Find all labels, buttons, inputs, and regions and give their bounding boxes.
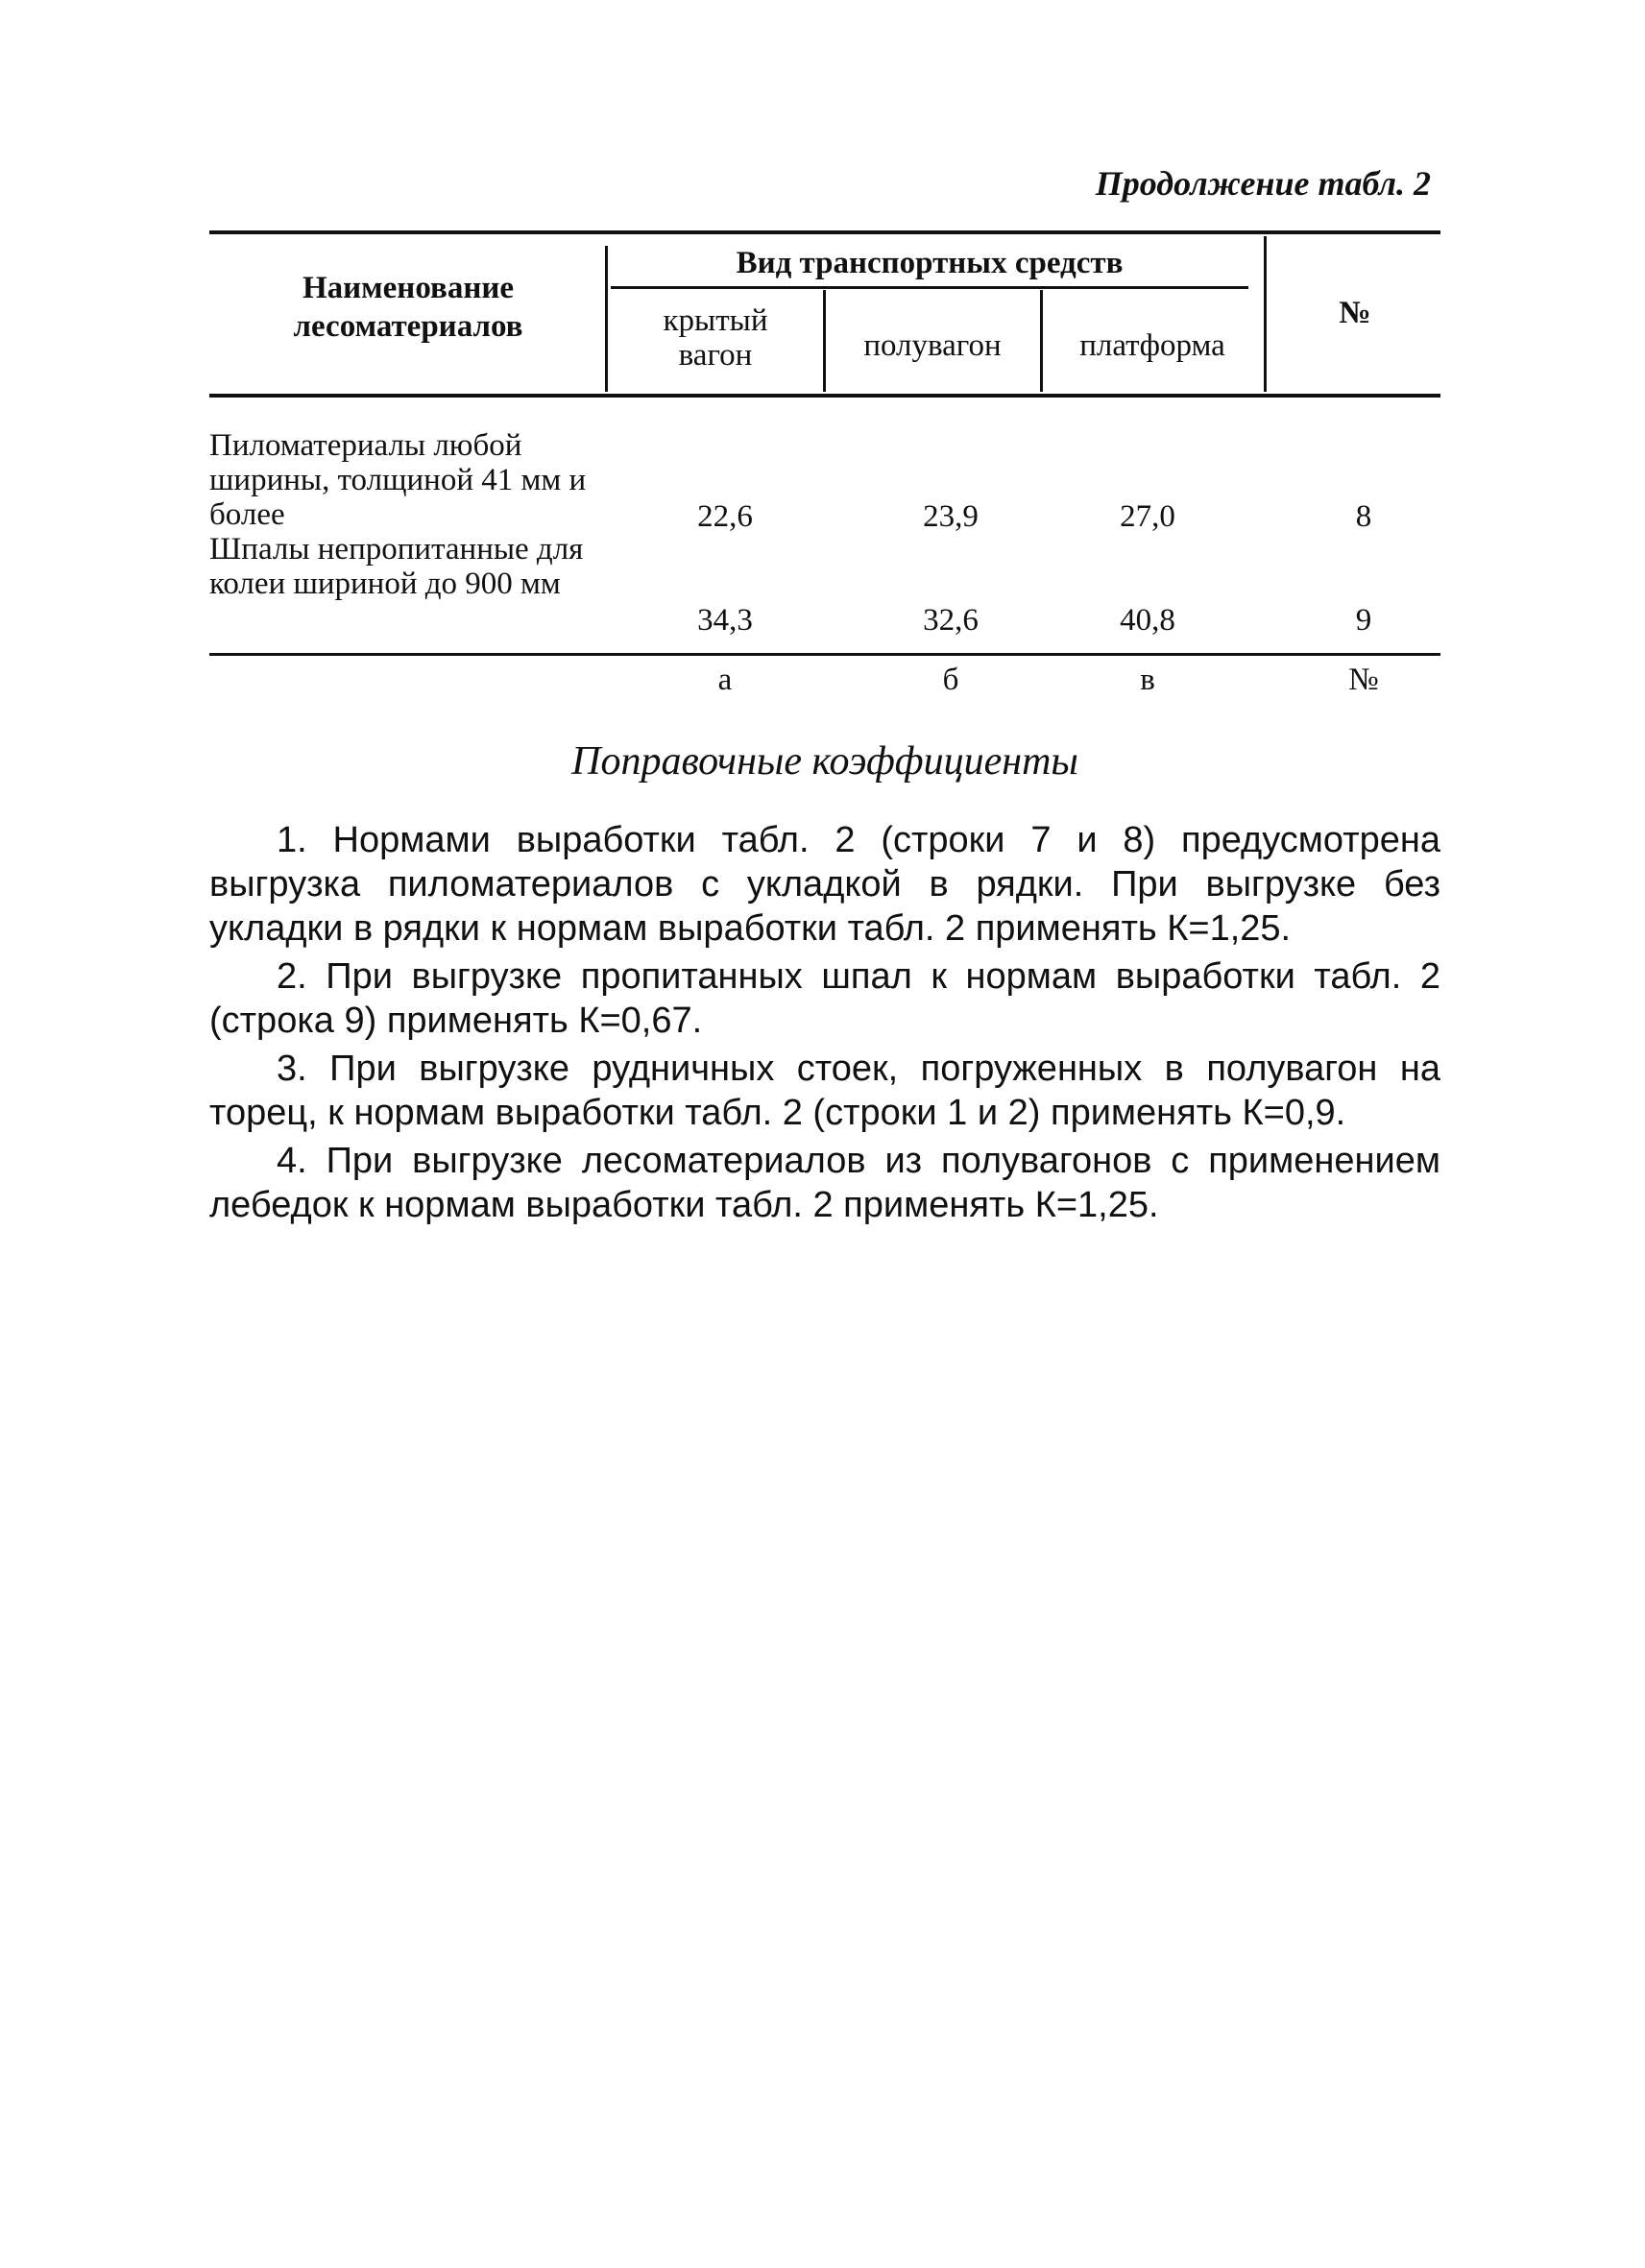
table-cell-number: 8 [1355, 499, 1372, 534]
paragraph: 1. Нормами выработки табл. 2 (строки 7 и 8) предусмотрена выгрузка пиломатериалов с укладкой в рядки. При выгрузке без укладки в рядки к нормам выработки табл. 2 применять К=1,25. [209, 820, 1440, 949]
table-header-rule [209, 394, 1440, 398]
header-platform: платформа [1079, 328, 1225, 363]
header-divider-platform [1264, 236, 1267, 392]
header-number: № [1339, 296, 1371, 330]
header-divider-name [605, 246, 608, 392]
paragraph: 2. При выгрузке пропитанных шпал к нормам выработки табл. 2 (строка 9) применять К=0,67. [209, 956, 1440, 1041]
header-group-underline [611, 286, 1248, 289]
table-cell-platform: 27,0 [1120, 499, 1175, 534]
header-covered-wagon: крытый вагон [663, 303, 768, 373]
paragraph: 3. При выгрузке рудничных стоек, погруженных в полувагон на торец, к нормам выработки табл. 2 (строки 1 и 2) применять К=0,9. [209, 1049, 1440, 1133]
table-cell-covered: 22,6 [697, 499, 753, 534]
table-footer-b: б [942, 663, 959, 697]
table-top-rule [209, 230, 1440, 234]
table-row-name: Пиломатериалы любой ширины, толщиной 41 мм и более [209, 428, 587, 532]
section-title: Поправочные коэффициенты [571, 739, 1078, 784]
table-cell-covered: 34,3 [697, 603, 753, 638]
header-divider-covered [823, 290, 826, 392]
header-name-col: Наименование лесоматериалов [293, 271, 523, 344]
correction-coefficients [209, 818, 1440, 1231]
header-transport-group: Вид транспортных средств [736, 246, 1124, 280]
table-bottom-rule [209, 653, 1440, 656]
table-cell-gondola: 23,9 [923, 499, 979, 534]
table-footer-a: а [717, 663, 733, 697]
header-gondola: полувагон [863, 328, 1002, 363]
header-divider-gondola [1040, 290, 1043, 392]
continuation-label: Продолжение табл. 2 [1095, 164, 1431, 203]
table-cell-platform: 40,8 [1120, 603, 1175, 638]
table-footer-number: № [1348, 663, 1379, 697]
table-cell-number: 9 [1355, 603, 1372, 638]
table-cell-gondola: 32,6 [923, 603, 979, 638]
table-row-name: Шпалы непропитанные для колеи шириной до 900 мм [209, 532, 584, 601]
table-footer-v: в [1140, 663, 1155, 697]
paragraph: 4. При выгрузке лесоматериалов из полувагонов с применением лебедок к нормам выработки табл. 2 применять К=1,25. [209, 1141, 1440, 1225]
